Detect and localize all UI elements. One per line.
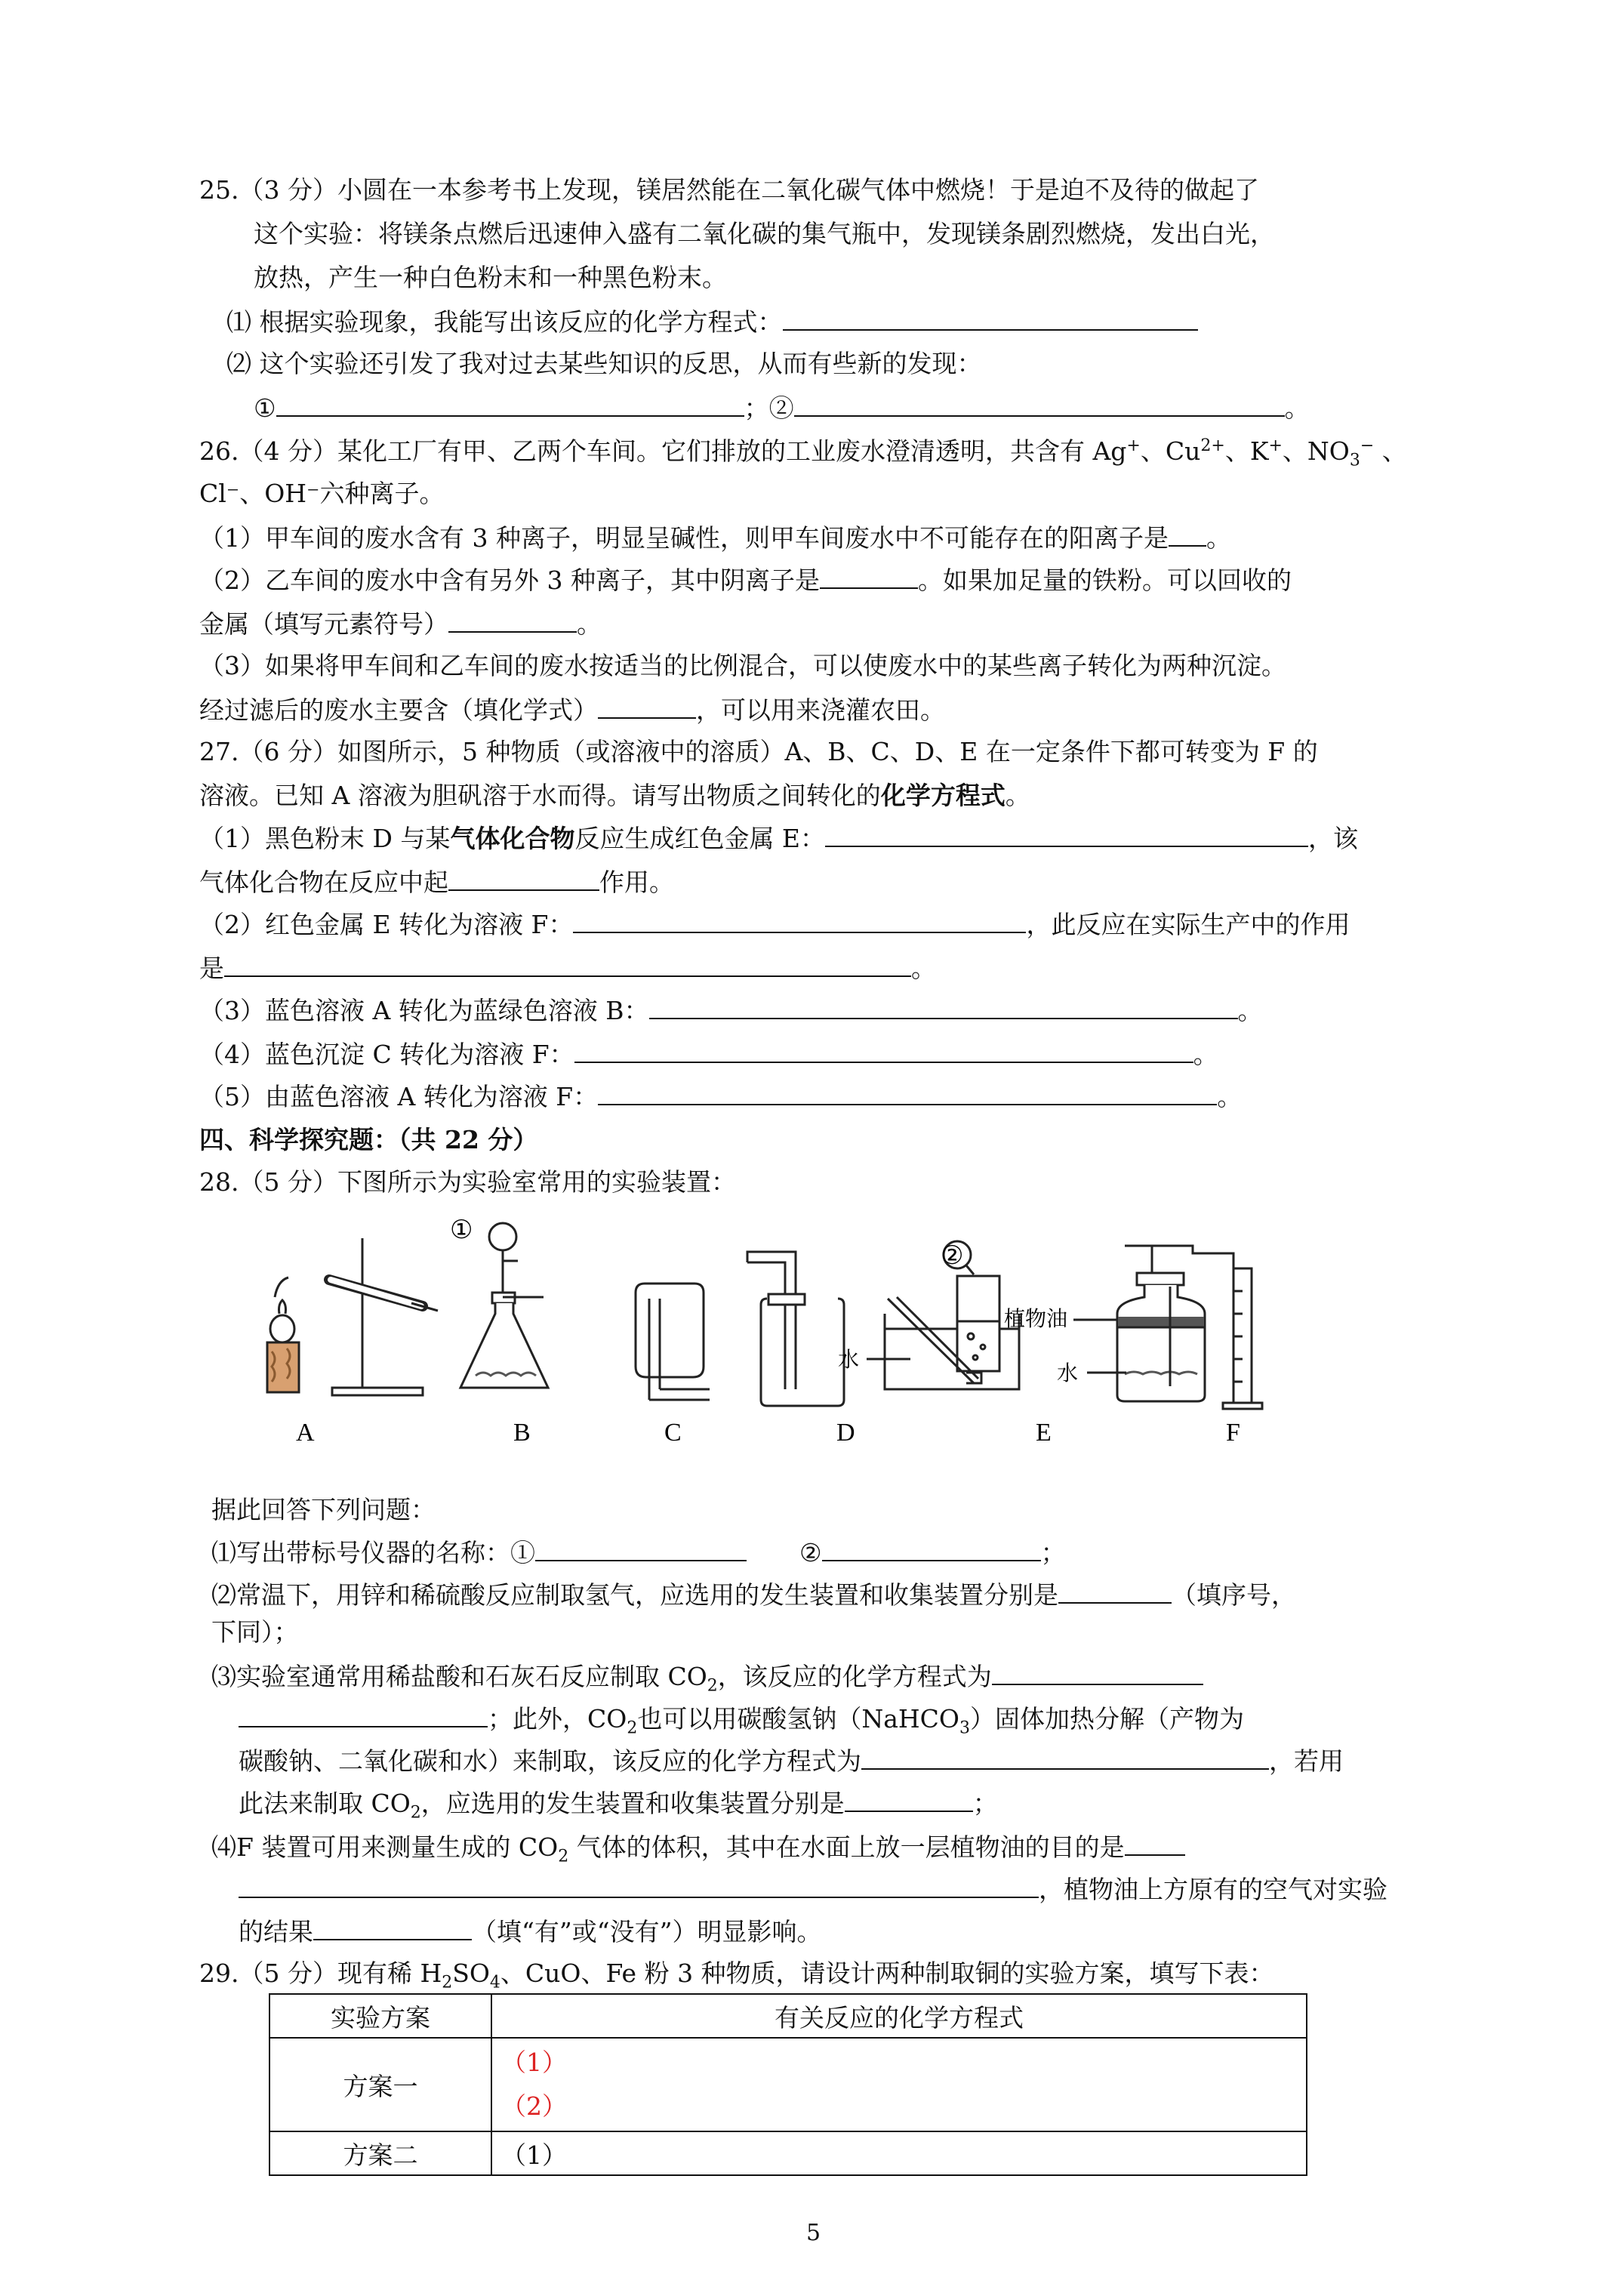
q28-blank-8[interactable] [1125, 1832, 1185, 1856]
q25-answer-blank-1[interactable] [783, 307, 1198, 331]
figure-label-a: A [296, 1419, 315, 1447]
figure-mark-2: ② [941, 1242, 964, 1270]
q26-p1-text: （1）甲车间的废水含有 3 种离子，明显呈碱性，则甲车间废水中不可能存在的阳离子是 [199, 523, 1169, 553]
figure-mark-1: ① [450, 1216, 473, 1244]
q28-part3-line4: 此法来制取 $CO_2$，应选用的发生装置和收集装置分别是 ； [239, 1789, 998, 1823]
q28-blank-9[interactable] [239, 1874, 1039, 1898]
q26-part2-cont [199, 609, 602, 639]
q27-p4-end: 。 [1193, 1040, 1218, 1069]
q28-p3j: ； [972, 1789, 998, 1818]
table-header-plan: 实验方案 [269, 1994, 491, 2038]
q27-part1-cont [199, 867, 674, 898]
q28-p3g: ，若用 [1269, 1746, 1344, 1776]
q28-blank-5[interactable] [239, 1703, 488, 1727]
q28-p3b: ，该反应的化学方程式为 [717, 1662, 992, 1691]
q27-p1c: 反应生成红色金属 E： [574, 824, 826, 853]
q27-p2d: 。 [911, 954, 936, 983]
plan2-step1: （1） [501, 2140, 567, 2170]
q28-p3i: ，应选用的发生装置和收集装置分别是 [420, 1789, 845, 1818]
q27-p3-end: 。 [1237, 996, 1263, 1025]
q27-p1b: 气体化合物 [450, 824, 575, 853]
q27-part2 [199, 909, 1350, 940]
q28-p4c: ，植物油上方原有的空气对实验 [1039, 1875, 1387, 1904]
q26-p3b: 经过滤后的废水主要含（填化学式） [199, 695, 598, 725]
q27-p2b: ，此反应在实际生产中的作用 [1026, 910, 1350, 939]
apparatus-a [267, 1238, 438, 1395]
q27-l2c: 。 [1005, 781, 1030, 810]
q27-p4: （4）蓝色沉淀 C 转化为溶液 F： [199, 1040, 574, 1069]
q28-part4: ⑷F 装置可用来测量生成的 $CO_2$ 气体的体积，其中在水面上放一层植物油的目的是 [211, 1832, 1185, 1863]
q27-blank-2[interactable] [448, 867, 599, 891]
q28-blank-1[interactable] [535, 1537, 747, 1561]
apparatus-figure [257, 1208, 1404, 1457]
q28-blank-10[interactable] [313, 1916, 472, 1940]
apparatus-f [1073, 1246, 1262, 1409]
q25-line2: 这个实验：将镁条点燃后迅速伸入盛有二氧化碳的集气瓶中，发现镁条剧烈燃烧，发出白光， [254, 219, 1275, 248]
q28-p3c: ；此外，CO [488, 1704, 627, 1734]
q25-sep: ；② [744, 393, 794, 423]
q27-l2b: 化学方程式 [880, 781, 1006, 810]
q26-l1a: 26.（4 分）某化工厂有甲、乙两个车间。它们排放的工业废水澄清透明，共含有 Ag [199, 436, 1127, 466]
q28-p3a: ⑶实验室通常用稀盐酸和石灰石反应制取 CO [211, 1662, 707, 1691]
q25-part2-blanks [254, 393, 1310, 424]
q27-p1d: ，该 [1308, 824, 1359, 853]
q26-p3c: ，可以用来浇灌农田。 [696, 695, 945, 725]
q25-answer-blank-3[interactable] [794, 393, 1285, 417]
figure-oil-label: 植物油 [1004, 1308, 1068, 1331]
q27-line2 [199, 781, 1030, 811]
table-header-equations: 有关反应的化学方程式 [491, 1994, 1307, 2038]
q28-blank-4[interactable] [992, 1661, 1203, 1685]
q28-p1a: ⑴写出带标号仪器的名称：① [211, 1538, 535, 1567]
q27-blank-7[interactable] [598, 1081, 1217, 1105]
q27-l2a: 溶液。已知 A 溶液为胆矾溶于水而得。请写出物质之间转化的 [199, 781, 881, 810]
q27-blank-5[interactable] [649, 995, 1238, 1019]
q26-p2c: 金属（填写元素符号） [199, 609, 448, 639]
q28-intro: 据此回答下列问题： [211, 1495, 436, 1524]
q26-part3: （3）如果将甲车间和乙车间的废水按适当的比例混合，可以使废水中的某些离子转化为两种沉淀。 [199, 651, 1286, 680]
table-plan1-label: 方案一 [269, 2038, 491, 2131]
q26-part2 [199, 565, 1292, 596]
plan1-step2: （2） [501, 2091, 567, 2121]
q28-part4-line2 [239, 1874, 1387, 1905]
figure-label-c: C [664, 1419, 682, 1447]
q28-p1b: ② [799, 1538, 822, 1567]
q27-p1a: （1）黑色粉末 D 与某 [199, 824, 451, 853]
figure-water-label-f: 水 [1057, 1362, 1079, 1385]
page-number: 5 [806, 2220, 821, 2246]
q25-line1: 25.（3 分）小圆在一本参考书上发现，镁居然能在二氧化碳气体中燃烧！于是迫不及待的做起了 [199, 175, 1259, 205]
q28-p4e: （填“有”或“没有”）明显影响。 [472, 1917, 822, 1946]
table-plan1-equations[interactable] [491, 2038, 1307, 2131]
plan1-step1: （1） [501, 2048, 567, 2077]
q29-l1b: SO [452, 1959, 490, 1988]
q28-part3-line3 [239, 1746, 1344, 1777]
q28-part2 [211, 1579, 1296, 1610]
q28-p4b: 气体的体积，其中在水面上放一层植物油的目的是 [568, 1832, 1125, 1862]
q25-part1 [226, 307, 1198, 337]
apparatus-b [460, 1223, 548, 1388]
q27-blank-3[interactable] [573, 909, 1026, 933]
q28-p2a: ⑵常温下，用锌和稀硫酸反应制取氢气，应选用的发生装置和收集装置分别是 [211, 1580, 1058, 1610]
q27-p2a: （2）红色金属 E 转化为溶液 F： [199, 910, 574, 939]
q27-p1e: 气体化合物在反应中起 [199, 868, 448, 897]
q26-blank-1[interactable] [1169, 522, 1206, 547]
q26-p2d: 。 [577, 609, 602, 639]
q28-p3d: 也可以用碳酸氢钠（NaHCO [637, 1704, 959, 1734]
q28-blank-3[interactable] [1058, 1579, 1172, 1604]
q29-l1c: 、CuO、Fe 粉 3 种物质，请设计两种制取铜的实验方案，填写下表： [500, 1959, 1274, 1988]
q27-line1: 27.（6 分）如图所示，5 种物质（或溶液中的溶质）A、B、C、D、E 在一定条件下都可转变为 F 的 [199, 737, 1318, 766]
q27-part1 [199, 823, 1358, 854]
q27-p1f: 作用。 [599, 868, 674, 897]
table-plan2-label: 方案二 [269, 2131, 491, 2175]
q29-l1a: 29.（5 分）现有稀 H [199, 1959, 442, 1988]
q28-line1: 28.（5 分）下图所示为实验室常用的实验装置： [199, 1167, 736, 1197]
q28-p3h: 此法来制取 CO [239, 1789, 411, 1818]
figure-label-b: B [513, 1419, 531, 1447]
q27-part3 [199, 995, 1263, 1026]
q26-p1-end: 。 [1206, 523, 1231, 553]
q29-line1: 29.（5 分）现有稀 $H_2SO_4$、CuO、Fe 粉 3 种物质，请设计两种制取铜的实验方案，填写下表： [199, 1959, 1274, 1992]
q26-part1 [199, 522, 1231, 553]
figure-label-d: D [836, 1419, 855, 1447]
q25-part1-text: ⑴ 根据实验现象，我能写出该反应的化学方程式： [226, 307, 783, 337]
q26-p2a: （2）乙车间的废水中含有另外 3 种离子，其中阴离子是 [199, 566, 820, 595]
q26-part3-cont [199, 695, 945, 726]
figure-label-e: E [1036, 1419, 1052, 1447]
q28-p4a: ⑷F 装置可用来测量生成的 CO [211, 1832, 559, 1862]
q26-blank-2[interactable] [820, 565, 918, 589]
q27-p2c: 是 [199, 954, 224, 983]
q28-part3: ⑶实验室通常用稀盐酸和石灰石反应制取 $CO_2$，该反应的化学方程式为 [211, 1661, 1203, 1692]
q25-answer-blank-2[interactable] [276, 393, 744, 417]
q25-circle-1: ① [254, 393, 276, 423]
q27-part2-cont [199, 953, 936, 984]
q27-p5-end: 。 [1217, 1082, 1243, 1111]
q26-line2: Cl⁻、OH⁻六种离子。 [199, 479, 445, 508]
q28-p2b: （填序号， [1172, 1580, 1296, 1610]
q28-part2-cont: 下同）； [211, 1617, 299, 1647]
q28-part1 [211, 1537, 1066, 1568]
q26-blank-3[interactable] [448, 609, 577, 633]
q29-table [269, 1993, 1307, 2176]
q27-blank-4[interactable] [224, 953, 911, 977]
section4-heading: 四、科学探究题：（共 22 分） [199, 1125, 538, 1154]
q26-line1: 26.（4 分）某化工厂有甲、乙两个车间。它们排放的工业废水澄清透明，共含有 Ag+、$Cu^{2+}$、K+、$NO_3^-$ 、 [199, 436, 1407, 470]
q27-blank-6[interactable] [574, 1039, 1193, 1063]
q28-blank-2[interactable] [822, 1537, 1041, 1561]
q25-end: 。 [1284, 393, 1310, 423]
q28-p3f: 碳酸钠、二氧化碳和水）来制取，该反应的化学方程式为 [239, 1746, 861, 1776]
q28-p4d: 的结果 [239, 1917, 313, 1946]
q26-blank-4[interactable] [598, 695, 696, 719]
q25-line3: 放热，产生一种白色粉末和一种黑色粉末。 [254, 263, 727, 292]
q28-p1c: ； [1040, 1538, 1066, 1567]
q26-l1b: 、Cu [1140, 436, 1201, 466]
q26-l1e: 、 [1374, 436, 1407, 466]
q27-p3: （3）蓝色溶液 A 转化为蓝绿色溶液 B： [199, 996, 649, 1025]
q25-part2: ⑵ 这个实验还引发了我对过去某些知识的反思，从而有些新的发现： [226, 349, 982, 378]
q28-blank-6[interactable] [861, 1746, 1269, 1770]
q27-part5 [199, 1081, 1242, 1112]
apparatus-d [747, 1252, 844, 1406]
figure-water-label-e: 水 [838, 1348, 860, 1372]
q27-part4 [199, 1039, 1218, 1070]
q27-blank-1[interactable] [825, 823, 1308, 847]
q26-l1c: 、K [1224, 436, 1269, 466]
apparatus-c [636, 1284, 710, 1400]
figure-label-f: F [1226, 1419, 1240, 1447]
q26-l1d: 、NO [1282, 436, 1350, 466]
q28-blank-7[interactable] [845, 1788, 973, 1812]
table-plan2-equations[interactable] [491, 2131, 1307, 2175]
q28-part3-line2: ；此外，$CO_2$也可以用碳酸氢钠（NaHCO$_3$）固体加热分解（产物为 [239, 1703, 1244, 1734]
q28-p3e: ）固体加热分解（产物为 [969, 1704, 1244, 1734]
q28-part4-line3 [239, 1916, 821, 1947]
q26-p2b: 。如果加足量的铁粉。可以回收的 [917, 566, 1292, 595]
q27-p5: （5）由蓝色溶液 A 转化为溶液 F： [199, 1082, 599, 1111]
